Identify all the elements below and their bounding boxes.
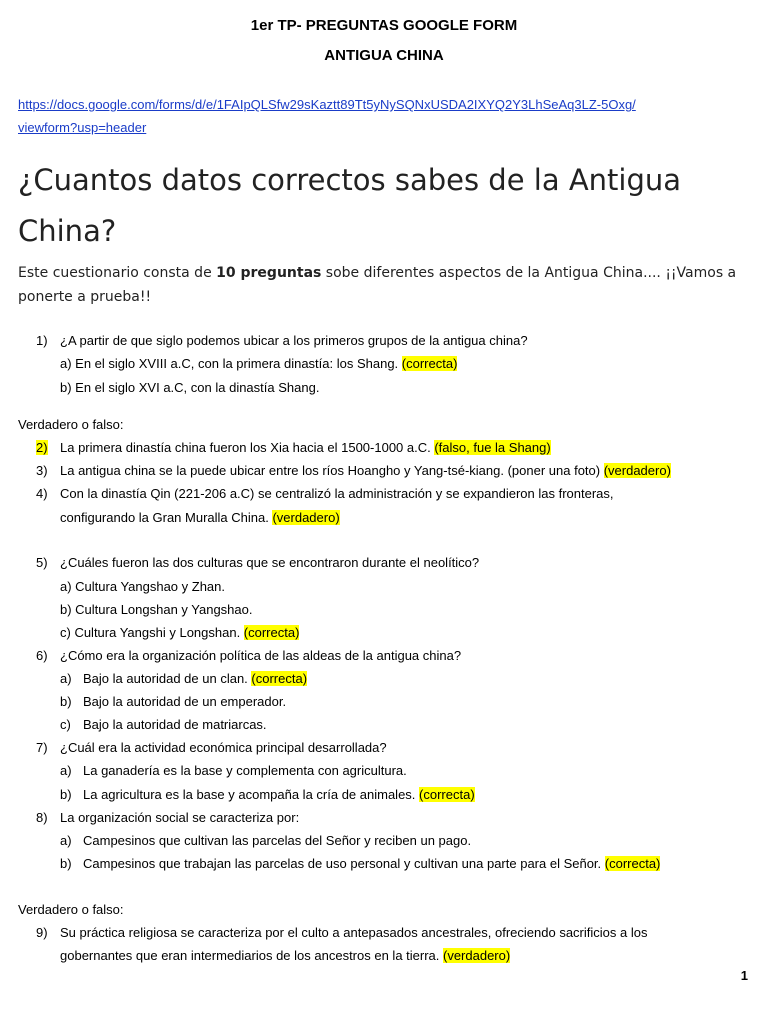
q8-option-b-label: b) [60,856,72,871]
form-title-line-2: China? [18,214,117,248]
answer-highlight: (verdadero) [443,948,511,963]
q6-number: 6) [36,648,48,663]
q6-option-b: Bajo la autoridad de un emperador. [83,694,287,709]
answer-highlight: (correcta) [251,671,308,686]
form-link-line-2[interactable]: viewform?usp=header [18,120,147,135]
answer-highlight: (correcta) [604,856,661,871]
q6-option-b-label: b) [60,694,72,709]
q4-number: 4) [36,486,48,501]
form-link-line-1[interactable]: https://docs.google.com/forms/d/e/1FAIpQLSfw29sKaztt89Tt5yNySQNxUSDA2IXYQ2Y3LhSeAq3LZ-5Oxg/ [18,97,636,112]
answer-highlight: (falso, fue la Shang) [434,440,551,455]
q1-option-a: a) En el siglo XVIII a.C, con la primera dinastía: los Shang. (correcta) [60,356,458,371]
q6-option-a: Bajo la autoridad de un clan. (correcta) [83,671,308,686]
q7-text: ¿Cuál era la actividad económica principal desarrollada? [60,740,387,755]
q3-number: 3) [36,463,48,478]
q6-option-a-label: a) [60,671,72,686]
q7-option-a-label: a) [60,763,72,778]
q8-number: 8) [36,810,48,825]
section-true-false-2: Verdadero o falso: [18,902,124,917]
q5-option-a: a) Cultura Yangshao y Zhan. [60,579,226,594]
q8-option-b: Campesinos que trabajan las parcelas de uso personal y cultivan una parte para el Señor. (correcta) [83,856,661,871]
q2-number: 2) [36,440,48,455]
q8-text: La organización social se caracteriza por: [60,810,300,825]
q6-text: ¿Cómo era la organización política de las aldeas de la antigua china? [60,648,462,663]
q5-option-c: c) Cultura Yangshi y Longshan. (correcta) [60,625,300,640]
answer-highlight: (correcta) [419,787,475,802]
answer-highlight: (correcta) [401,356,458,371]
q7-option-b: La agricultura es la base y acompaña la cría de animales. (correcta) [83,787,475,802]
q5-option-b: b) Cultura Longshan y Yangshao. [60,602,253,617]
document-subtitle: ANTIGUA CHINA [324,47,444,64]
document-title: 1er TP- PREGUNTAS GOOGLE FORM [250,17,518,34]
q8-option-a-label: a) [60,833,72,848]
q9-line-1: Su práctica religiosa se caracteriza por el culto a antepasados ancestrales, ofreciendo sacrificios a los [60,925,648,940]
answer-highlight: (verdadero) [603,463,671,478]
q2-text: La primera dinastía china fueron los Xia hacia el 1500-1000 a.C. (falso, fue la Shang) [60,440,551,455]
form-title-line-1: ¿Cuantos datos correctos sabes de la Antigua [18,163,682,197]
q7-option-a: La ganadería es la base y complementa con agricultura. [83,763,407,778]
page-number: 1 [740,968,748,983]
q7-number: 7) [36,740,48,755]
q3-text: La antigua china se la puede ubicar entre los ríos Hoangho y Yang-tsé-kiang. (poner una foto) (verdadero) [60,463,671,478]
q7-option-b-label: b) [60,787,72,802]
q9-line-2: gobernantes que eran intermediarios de los ancestros en la tierra. (verdadero) [60,948,511,963]
intro-bold: 10 preguntas [216,265,322,281]
answer-highlight: (verdadero) [272,510,340,525]
q4-line-2: configurando la Gran Muralla China. (verdadero) [60,510,340,525]
q8-option-a: Campesinos que cultivan las parcelas del Señor y reciben un pago. [83,833,472,848]
q1-number: 1) [36,333,48,348]
section-true-false-1: Verdadero o falso: [18,417,124,432]
q4-line-1: Con la dinastía Qin (221-206 a.C) se centralizó la administración y se expandieron las fronteras, [60,486,614,501]
q5-number: 5) [36,555,48,570]
q6-option-c-label: c) [60,717,71,732]
answer-highlight: (correcta) [243,625,300,640]
q9-number: 9) [36,925,48,940]
intro-paragraph: Este cuestionario consta de 10 preguntas sobe diferentes aspectos de la Antigua China.... ¡¡Vamos a ponerte a prueba!! [18,265,737,305]
q5-text: ¿Cuáles fueron las dos culturas que se encontraron durante el neolítico? [60,555,480,570]
q1-option-b: b) En el siglo XVI a.C, con la dinastía Shang. [60,380,320,395]
q1-text: ¿A partir de que siglo podemos ubicar a los primeros grupos de la antigua china? [60,333,528,348]
q6-option-c: Bajo la autoridad de matriarcas. [83,717,267,732]
